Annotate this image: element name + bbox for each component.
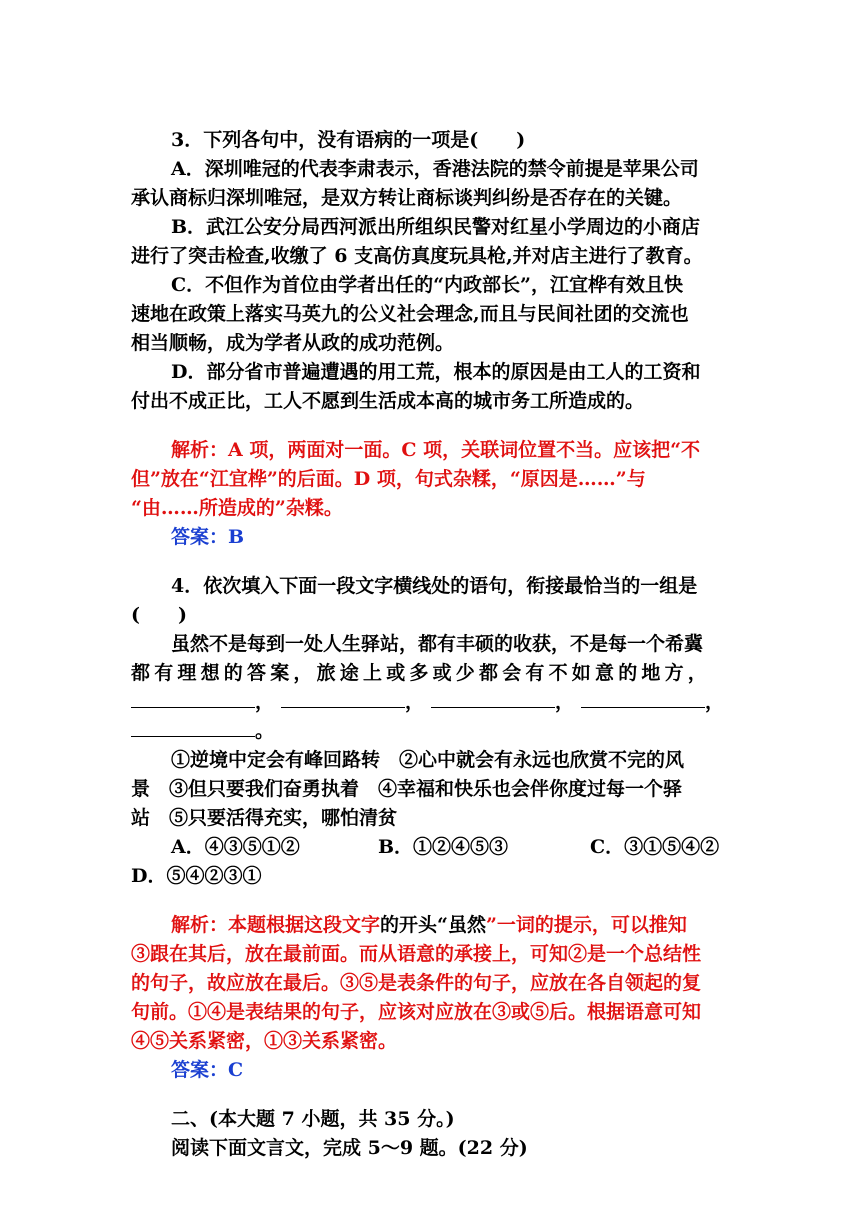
q4-passage-line2: 都有理想的答案，旅途上或多或少都会有不如意的地方， bbox=[131, 662, 712, 684]
q3-option-c-line1: C．不但作为首位由学者出任的“内政部长”，江宜桦有效且快 bbox=[171, 274, 683, 296]
q4-answer: 答案：C bbox=[171, 1059, 244, 1081]
q4-items-line3: 站 ⑤只要活得充实，哪怕清贫 bbox=[131, 807, 398, 829]
q3-option-c-line3: 相当顺畅，成为学者从政的成功范例。 bbox=[131, 332, 455, 354]
q4-items-line2: 景 ③但只要我们奋勇执着 ④幸福和快乐也会伴你度过每一个驿 bbox=[131, 778, 683, 800]
spacer bbox=[131, 1085, 731, 1105]
fill-blank-1[interactable] bbox=[131, 689, 255, 708]
q4-stem-line2: ( ) bbox=[131, 604, 187, 626]
q3-option-b-line1: B．武江公安分局西河派出所组织民警对红星小学周边的小商店 bbox=[171, 216, 701, 238]
spacer bbox=[131, 416, 731, 436]
document-page bbox=[131, 126, 731, 1163]
q3-option-a-line1: A．深圳唯冠的代表李肃表示，香港法院的禁令前提是苹果公司 bbox=[171, 158, 699, 180]
q4-analysis-red-part2: ”一词的提示，可以推知 bbox=[485, 914, 687, 936]
comma: ， bbox=[405, 691, 425, 713]
q4-option-c: C．③①⑤④② bbox=[590, 836, 720, 858]
fill-blank-2[interactable] bbox=[281, 689, 405, 708]
q3-stem: 3．下列各句中，没有语病的一项是( ) bbox=[171, 129, 526, 151]
q4-options-row bbox=[131, 833, 731, 862]
q4-option-a: A．④③⑤①② bbox=[171, 836, 300, 858]
q3-answer: 答案：B bbox=[171, 526, 245, 548]
spacer bbox=[131, 891, 731, 911]
q4-analysis-line1 bbox=[131, 911, 731, 940]
section2-instruction: 阅读下面文言文，完成 5～9 题。(22 分) bbox=[171, 1137, 528, 1159]
period: 。 bbox=[255, 720, 275, 742]
q3-analysis-line3: “由……所造成的”杂糅。 bbox=[131, 497, 343, 519]
q4-analysis-line3: 的句子，故应放在最后。③⑤是表条件的句子，应放在各自领起的复 bbox=[131, 972, 702, 994]
section2-heading: 二、(本大题 7 小题，共 35 分。) bbox=[171, 1108, 455, 1130]
q4-blanks-row-2 bbox=[131, 717, 731, 746]
q4-analysis-line4: 句前。①④是表结果的句子，应该对应放在③或⑤后。根据语意可知 bbox=[131, 1001, 702, 1023]
q4-analysis-line5: ④⑤关系紧密，①③关系紧密。 bbox=[131, 1030, 398, 1052]
fill-blank-3[interactable] bbox=[431, 689, 555, 708]
q4-option-b: B．①②④⑤③ bbox=[378, 836, 509, 858]
q3-option-c-line2: 速地在政策上落实马英九的公义社会理念,而且与民间社团的交流也 bbox=[131, 303, 689, 325]
fill-blank-4[interactable] bbox=[581, 689, 705, 708]
q3-option-a-line2: 承认商标归深圳唯冠，是双方转让商标谈判纠纷是否存在的关键。 bbox=[131, 187, 683, 209]
q3-option-d-line2: 付出不成正比，工人不愿到生活成本高的城市务工所造成的。 bbox=[131, 390, 645, 412]
q4-analysis-red-part1: 解析：本题根据这段文字 bbox=[171, 914, 381, 936]
q4-items-line1: ①逆境中定会有峰回路转 ②心中就会有永远也欣赏不完的风 bbox=[171, 749, 685, 771]
q3-option-d-line1: D．部分省市普遍遭遇的用工荒，根本的原因是由工人的工资和 bbox=[171, 361, 701, 383]
comma: ， bbox=[255, 691, 275, 713]
q3-option-b-line2: 进行了突击检查,收缴了 6 支高仿真度玩具枪,并对店主进行了教育。 bbox=[131, 245, 703, 267]
q4-blanks-row bbox=[131, 688, 731, 717]
q3-analysis-line1: 解析：A 项，两面对一面。C 项，关联词位置不当。应该把“不 bbox=[171, 439, 701, 461]
spacer bbox=[131, 552, 731, 572]
comma: ， bbox=[555, 691, 575, 713]
q4-analysis-black-part: 的开头“虽然 bbox=[380, 914, 486, 936]
q4-analysis-line2: ③跟在其后，放在最前面。而从语意的承接上，可知②是一个总结性 bbox=[131, 943, 702, 965]
comma: ， bbox=[705, 691, 725, 713]
q4-passage-line1: 虽然不是每到一处人生驿站，都有丰硕的收获，不是每一个希冀 bbox=[171, 633, 704, 655]
fill-blank-5[interactable] bbox=[131, 718, 255, 737]
q3-analysis-line2: 但”放在“江宜桦”的后面。D 项，句式杂糅，“原因是……”与 bbox=[131, 468, 646, 490]
q4-stem-line1: 4．依次填入下面一段文字横线处的语句，衔接最恰当的一组是 bbox=[171, 575, 698, 597]
q4-option-d: D．⑤④②③① bbox=[131, 865, 262, 887]
